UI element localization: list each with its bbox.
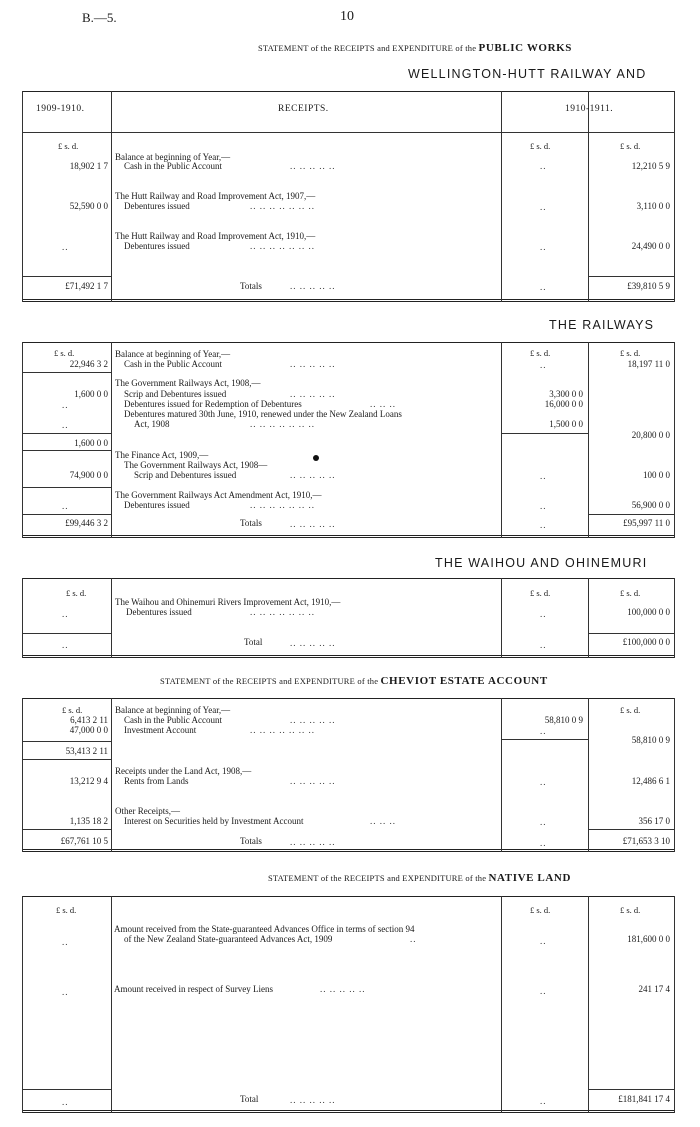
leader-dots: .. .. .. .. .. xyxy=(290,837,336,847)
total-label: Total xyxy=(240,1094,259,1104)
gra-1908-label: The Government Railways Act, 1908— xyxy=(124,460,268,470)
lsd-header: £ s. d. xyxy=(56,905,77,915)
leader-dots: .. xyxy=(540,202,547,212)
value-cell: 58,810 0 9 xyxy=(631,735,670,745)
other-receipts-label: Other Receipts,— xyxy=(115,806,180,816)
total-label: Total xyxy=(244,637,263,647)
lsd-header: £ s. d. xyxy=(530,348,551,358)
value-cell: 20,800 0 0 xyxy=(631,430,670,440)
scrip-label: Scrip and Debentures issued xyxy=(124,389,227,399)
leader-dots: .. .. .. .. .. xyxy=(290,638,336,648)
value-cell: 56,900 0 0 xyxy=(631,500,670,510)
leader-dots: .. .. .. .. .. xyxy=(290,161,336,171)
leader-dots: .. xyxy=(540,609,547,619)
leader-dots: .. .. .. xyxy=(370,399,396,409)
leader-dots: .. xyxy=(540,1096,547,1106)
debentures-label: Debentures issued xyxy=(124,500,190,510)
value-cell: 6,413 2 11 xyxy=(70,715,108,725)
leader-dots: .. .. .. .. .. xyxy=(290,281,336,291)
value-cell: 53,413 2 11 xyxy=(65,746,108,756)
waihou-title: THE WAIHOU AND OHINEMURI xyxy=(435,556,648,570)
value-cell: 181,600 0 0 xyxy=(627,934,670,944)
waihou-act-label: The Waihou and Ohinemuri Rivers Improvement Act, 1910,— xyxy=(115,597,341,607)
lsd-header: £ s. d. xyxy=(620,905,641,915)
value-cell: 1,600 0 0 xyxy=(74,438,108,448)
leader-dots: .. xyxy=(62,400,69,410)
value-cell: 241 17 4 xyxy=(638,984,670,994)
leader-dots: .. xyxy=(540,471,547,481)
ink-dot xyxy=(313,455,319,461)
lsd-header: £ s. d. xyxy=(530,588,551,598)
cheviot-heading: CHEVIOT ESTATE ACCOUNT xyxy=(380,675,548,687)
act-1907-label: The Hutt Railway and Road Improvement Act, 1907,— xyxy=(115,191,316,201)
totals-label: Totals xyxy=(240,836,262,846)
railways-title: THE RAILWAYS xyxy=(549,318,655,332)
leader-dots: .. xyxy=(62,609,69,619)
total-cell: £99,446 3 2 xyxy=(65,518,108,528)
waihou-table xyxy=(22,578,674,658)
balance-title: Balance at beginning of Year,— xyxy=(115,705,231,715)
lsd-header: £ s. d. xyxy=(54,348,75,358)
leader-dots: .. xyxy=(540,501,547,511)
value-cell: 3,110 0 0 xyxy=(636,201,670,211)
cash-label: Cash in the Public Account xyxy=(124,161,222,171)
leader-dots: .. .. .. .. .. .. .. xyxy=(250,607,315,617)
debentures-label: Debentures issued xyxy=(126,607,192,617)
leader-dots: .. xyxy=(540,640,547,650)
leader-dots: .. .. .. .. .. xyxy=(320,984,366,994)
public-works-heading: PUBLIC WORKS xyxy=(478,42,573,54)
value-cell: 100 0 0 xyxy=(643,470,670,480)
value-cell: 47,000 0 0 xyxy=(69,725,108,735)
value-cell: 13,212 9 4 xyxy=(69,776,108,786)
value-cell: 16,000 0 0 xyxy=(544,399,583,409)
native-land-statement-title xyxy=(268,872,571,884)
statement-prefix: STATEMENT of the RECEIPTS and EXPENDITURE of the xyxy=(160,676,379,686)
leader-dots: .. xyxy=(410,934,417,944)
lsd-header: £ s. d. xyxy=(66,588,87,598)
leader-dots: .. xyxy=(540,838,547,848)
lsd-header: £ s. d. xyxy=(620,588,641,598)
cash-label: Cash in the Public Account xyxy=(124,715,222,725)
column-receipts: RECEIPTS. xyxy=(278,104,329,114)
total-cell: £39,810 5 9 xyxy=(627,281,670,291)
lsd-header: £ s. d. xyxy=(620,348,641,358)
leader-dots: .. xyxy=(62,242,69,252)
value-cell: 58,810 0 9 xyxy=(544,715,583,725)
leader-dots: .. xyxy=(62,937,69,947)
interest-label: Interest on Securities held by Investment Account xyxy=(124,816,304,826)
cheviot-statement-title xyxy=(160,675,548,687)
amount-state-advances-label: Amount received from the State-guaranteed Advances Office in terms of section 94 xyxy=(114,924,415,934)
leader-dots: .. xyxy=(540,360,547,370)
leader-dots: .. .. .. .. .. xyxy=(290,776,336,786)
value-cell: 52,590 0 0 xyxy=(69,201,108,211)
leader-dots: .. .. .. .. .. xyxy=(290,1095,336,1105)
cash-label: Cash in the Public Account xyxy=(124,359,222,369)
value-cell: 1,500 0 0 xyxy=(549,419,583,429)
leader-dots: .. .. .. .. .. xyxy=(290,389,336,399)
investment-label: Investment Account xyxy=(124,725,197,735)
leader-dots: .. xyxy=(540,817,547,827)
leader-dots: .. .. .. .. .. .. .. xyxy=(250,725,315,735)
redemption-label: Debentures issued for Redemption of Debentures xyxy=(124,399,302,409)
statement-prefix: STATEMENT of the RECEIPTS and EXPENDITURE of the xyxy=(268,873,487,883)
lsd-header: £ s. d. xyxy=(530,141,551,151)
leader-dots: .. .. .. xyxy=(370,816,396,826)
leader-dots: .. xyxy=(540,242,547,252)
scrip-label: Scrip and Debentures issued xyxy=(134,470,237,480)
leader-dots: .. xyxy=(62,640,69,650)
public-works-statement-title xyxy=(258,42,572,54)
value-cell: 1,600 0 0 xyxy=(74,389,108,399)
lsd-header: £ s. d. xyxy=(62,705,83,715)
matured-label: Act, 1908 xyxy=(134,419,170,429)
value-cell: 18,902 1 7 xyxy=(69,161,108,171)
amendment-act-label: The Government Railways Act Amendment Act, 1910,— xyxy=(115,490,322,500)
balance-title: Balance at beginning of Year,— xyxy=(115,152,231,162)
survey-liens-label: Amount received in respect of Survey Liens xyxy=(114,984,273,994)
leader-dots: .. xyxy=(62,501,69,511)
value-cell: 24,490 0 0 xyxy=(631,241,670,251)
rents-label: Rents from Lands xyxy=(124,776,189,786)
value-cell: 22,946 3 2 xyxy=(69,359,108,369)
value-cell: 74,900 0 0 xyxy=(69,470,108,480)
value-cell: 3,300 0 0 xyxy=(549,389,583,399)
finance-act-label: The Finance Act, 1909,— xyxy=(115,450,209,460)
land-act-label: Receipts under the Land Act, 1908,— xyxy=(115,766,252,776)
native-land-heading: NATIVE LAND xyxy=(488,872,572,884)
leader-dots: .. xyxy=(62,1097,69,1107)
leader-dots: .. .. .. .. .. xyxy=(290,715,336,725)
total-cell: £71,653 3 10 xyxy=(622,836,670,846)
leader-dots: .. xyxy=(62,987,69,997)
leader-dots: .. .. .. .. .. xyxy=(290,470,336,480)
leader-dots: .. .. .. .. .. .. .. xyxy=(250,241,315,251)
value-cell: 12,210 5 9 xyxy=(631,161,670,171)
matured-label: Debentures matured 30th June, 1910, renewed under the New Zealand Loans xyxy=(124,409,402,419)
leader-dots: .. .. .. .. .. .. .. xyxy=(250,201,315,211)
leader-dots: .. xyxy=(540,520,547,530)
debentures-label: Debentures issued xyxy=(124,241,190,251)
lsd-header: £ s. d. xyxy=(58,141,79,151)
lsd-header: £ s. d. xyxy=(620,705,641,715)
debentures-label: Debentures issued xyxy=(124,201,190,211)
leader-dots: .. xyxy=(540,282,547,292)
balance-title: Balance at beginning of Year,— xyxy=(115,349,231,359)
leader-dots: .. .. .. .. .. xyxy=(290,359,336,369)
value-cell: 1,135 18 2 xyxy=(69,816,108,826)
column-year-1910: 1910-1911. xyxy=(565,104,614,114)
totals-label: Totals xyxy=(240,281,262,291)
leader-dots: .. .. .. .. .. xyxy=(290,519,336,529)
total-cell: £181,841 17 4 xyxy=(618,1094,670,1104)
total-cell: £67,761 10 5 xyxy=(60,836,108,846)
leader-dots: .. xyxy=(540,986,547,996)
report-code: B.—5. xyxy=(82,10,117,25)
total-cell: £95,997 11 0 xyxy=(623,518,670,528)
wellington-hutt-subtitle: WELLINGTON-HUTT RAILWAY AND xyxy=(408,67,647,81)
value-cell: 18,197 11 0 xyxy=(627,359,670,369)
total-cell: £71,492 1 7 xyxy=(65,281,108,291)
column-year-1909: 1909-1910. xyxy=(36,104,85,114)
lsd-header: £ s. d. xyxy=(530,905,551,915)
leader-dots: .. xyxy=(540,777,547,787)
leader-dots: .. xyxy=(540,726,547,736)
act-1910-label: The Hutt Railway and Road Improvement Act, 1910,— xyxy=(115,231,316,241)
value-cell: 12,486 6 1 xyxy=(631,776,670,786)
value-cell: 100,000 0 0 xyxy=(627,607,670,617)
leader-dots: .. xyxy=(540,936,547,946)
leader-dots: .. xyxy=(62,420,69,430)
lsd-header: £ s. d. xyxy=(620,141,641,151)
leader-dots: .. xyxy=(540,161,547,171)
page-number: 10 xyxy=(340,9,354,24)
amount-state-advances-label: of the New Zealand State-guaranteed Advances Act, 1909 xyxy=(124,934,333,944)
total-cell: £100,000 0 0 xyxy=(622,637,670,647)
totals-label: Totals xyxy=(240,518,262,528)
value-cell: 356 17 0 xyxy=(638,816,670,826)
leader-dots: .. .. .. .. .. .. .. xyxy=(250,500,315,510)
leader-dots: .. .. .. .. .. .. .. xyxy=(250,419,315,429)
statement-prefix: STATEMENT of the RECEIPTS and EXPENDITURE of the xyxy=(258,43,477,53)
act-1908-label: The Government Railways Act, 1908,— xyxy=(115,378,261,388)
railways-table xyxy=(22,342,674,538)
